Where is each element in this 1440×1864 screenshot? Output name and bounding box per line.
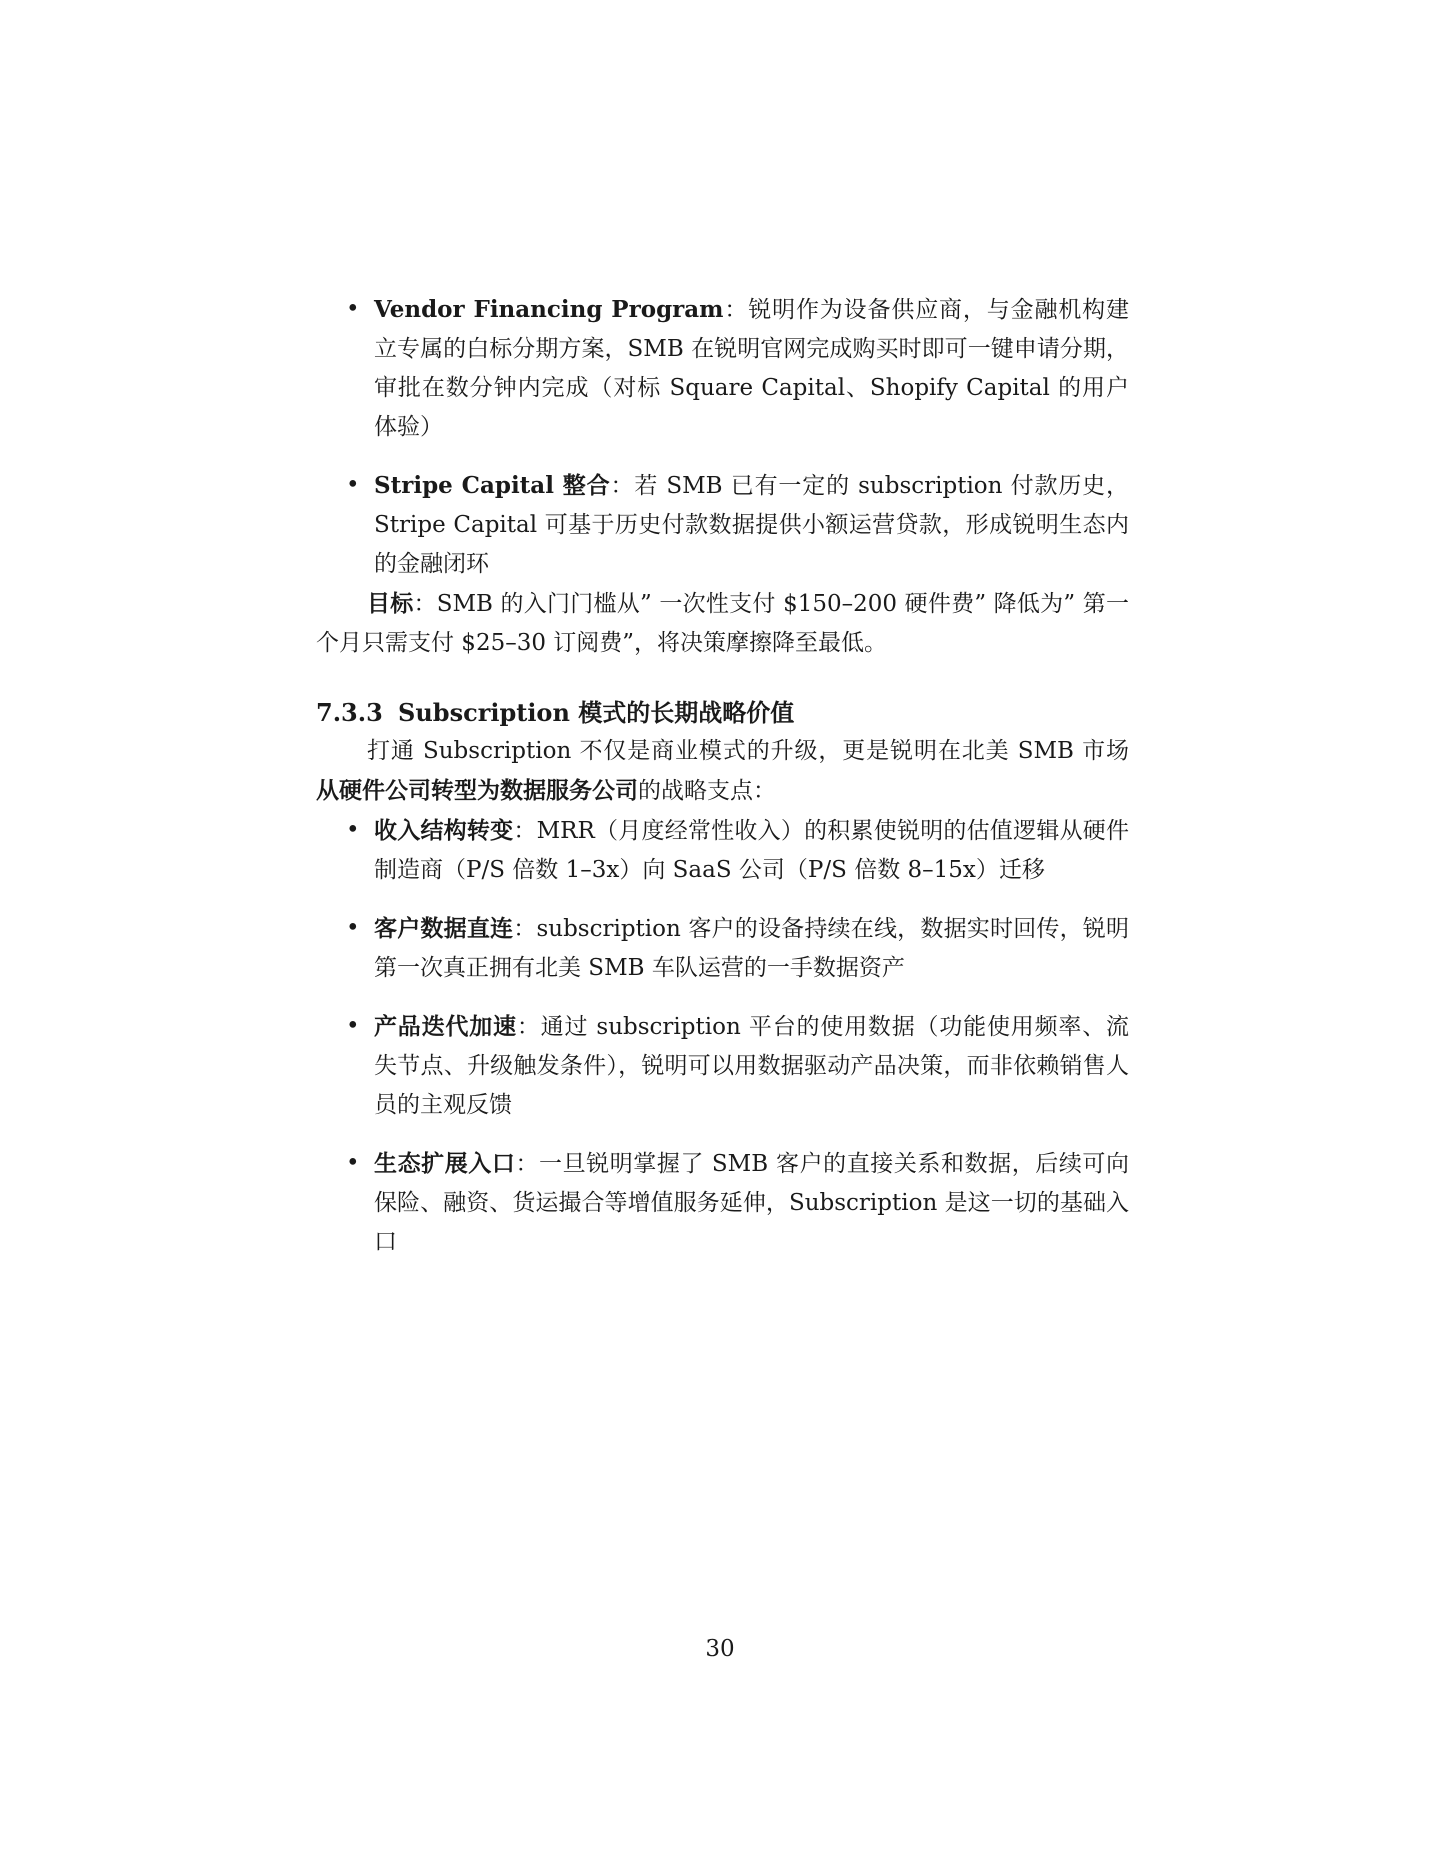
list-item-separator: ： [513, 916, 537, 942]
page-content [316, 290, 1129, 1262]
list-item-text: 通过 subscription 平台的使用数据（功能使用频率、流失节点、升级触发条件），锐明可以用数据驱动产品决策，而非依赖销售人员的主观反馈 [374, 1014, 1130, 1118]
bullet-marker: • [346, 1150, 360, 1176]
list-item-term: Vendor Financing Program [374, 296, 724, 323]
bullet-marker: • [346, 296, 360, 322]
bullet-marker: • [346, 817, 360, 843]
list-item-text: 锐明作为设备供应商，与金融机构建立专属的白标分期方案，SMB 在锐明官网完成购买时即可一键申请分期，审批在数分钟内完成（对标 Square Capital、Shopify Capital 的用户体验） [374, 297, 1130, 440]
bullet-marker: • [346, 472, 360, 498]
list-item [316, 290, 1129, 447]
goal-paragraph [316, 584, 1129, 663]
intro-paragraph [316, 732, 1129, 811]
section-title: Subscription 模式的长期战略价值 [398, 698, 795, 727]
bullet-marker: • [346, 915, 360, 941]
section-heading [316, 693, 1129, 732]
list-item-text: 一旦锐明掌握了 SMB 客户的直接关系和数据，后续可向保险、融资、货运撮合等增值服务延伸，Subscription 是这一切的基础入口 [374, 1151, 1129, 1255]
strategic-value-list [316, 811, 1129, 1262]
list-item-text: 若 SMB 已有一定的 subscription 付款历史，Stripe Capital 可基于历史付款数据提供小额运营贷款，形成锐明生态内的金融闭环 [374, 473, 1130, 577]
intro-text-post: 的战略支点： [638, 778, 776, 804]
list-item-term: 收入结构转变 [374, 817, 514, 844]
list-item [316, 1144, 1129, 1262]
list-item-term: 客户数据直连 [374, 915, 514, 942]
list-item-text: MRR（月度经常性收入）的积累使锐明的估值逻辑从硬件制造商（P/S 倍数 1–3x）向 SaaS 公司（P/S 倍数 8–15x）迁移 [374, 818, 1130, 883]
list-item-text: subscription 客户的设备持续在线，数据实时回传，锐明第一次真正拥有北美 SMB 车队运营的一手数据资产 [374, 916, 1130, 981]
bullet-marker: • [346, 1013, 360, 1039]
list-item-term: 生态扩展入口 [374, 1150, 516, 1177]
list-item [316, 811, 1129, 890]
list-item-separator: ： [723, 297, 749, 323]
list-item [316, 909, 1129, 988]
list-item-separator: ： [513, 818, 537, 844]
list-item-term: Stripe Capital 整合 [374, 472, 611, 499]
list-item [316, 1007, 1129, 1125]
list-item [316, 466, 1129, 584]
goal-label: 目标 [367, 590, 414, 617]
intro-text-bold: 从硬件公司转型为数据服务公司 [316, 777, 638, 804]
list-item-separator: ： [610, 473, 635, 499]
section-number: 7.3.3 [316, 698, 383, 727]
list-item-term: 产品迭代加速 [374, 1013, 517, 1040]
goal-text: SMB 的入门门槛从” 一次性支付 $150–200 硬件费” 降低为” 第一个月只需支付 $25–30 订阅费”，将决策摩擦降至最低。 [316, 591, 1129, 656]
intro-text-pre: 打通 Subscription 不仅是商业模式的升级，更是锐明在北美 SMB 市场 [367, 738, 1129, 764]
goal-separator: ： [413, 591, 437, 617]
list-item-separator: ： [516, 1014, 541, 1040]
page-number: 30 [705, 1636, 735, 1662]
list-item-separator: ： [515, 1151, 540, 1177]
financing-options-list [316, 290, 1129, 584]
